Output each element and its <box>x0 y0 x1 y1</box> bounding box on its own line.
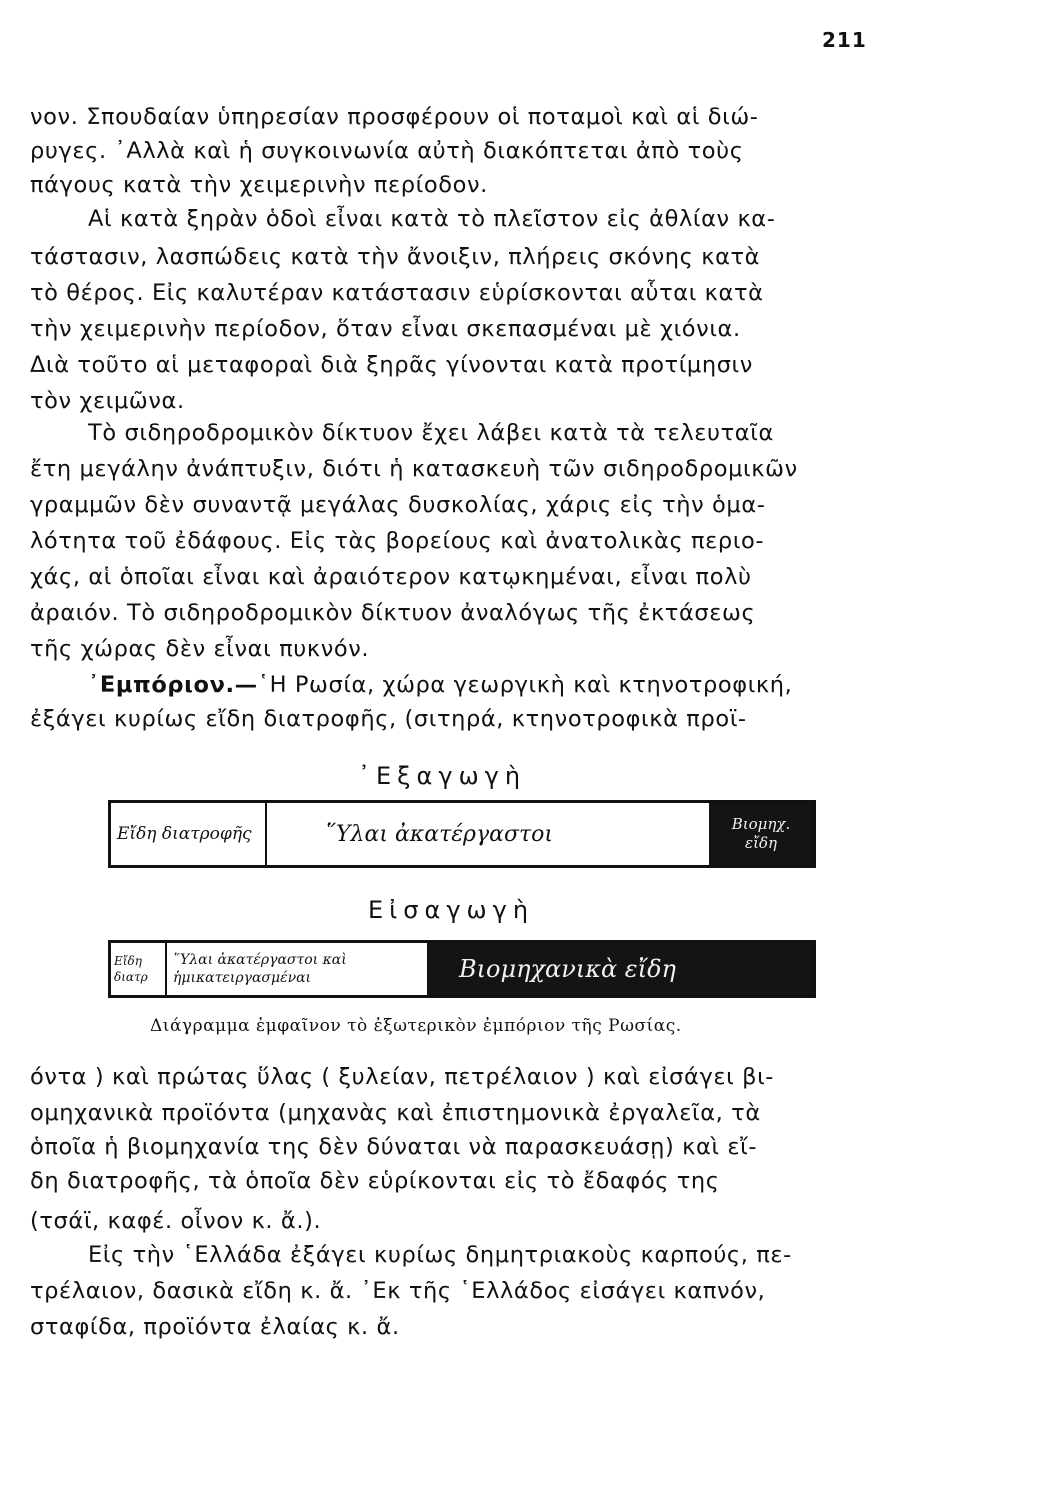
export-title: ᾿Εξαγωγὴ <box>358 762 527 790</box>
text-line: χάς, αἱ ὁποῖαι εἶναι καὶ ἀραιότερον κατῳκημέναι, εἶναι πολὺ <box>30 564 752 590</box>
text-line: ἐξάγει κυρίως εἴδη διατροφῆς, (σιτηρά, κτηνοτροφικὰ προϊ- <box>30 706 747 732</box>
section-heading: ᾿Εμπόριον.— <box>88 672 258 698</box>
text-line: ρυγες. ᾿Αλλὰ καὶ ἡ συγκοινωνία αὐτὴ διακόπτεται ἀπὸ τοὺς <box>30 138 744 164</box>
text-line: τάστασιν, λασπώδεις κατὰ τὴν ἄνοιξιν, πλήρεις σκόνης κατὰ <box>30 244 761 270</box>
import-industrial-segment: Βιομηχανικὰ εἴδη <box>429 943 813 995</box>
text-line: πάγους κατὰ τὴν χειμερινὴν περίοδον. <box>30 172 488 198</box>
text-line: Τὸ σιδηροδρομικὸν δίκτυον ἔχει λάβει κατὰ τὰ τελευταῖα <box>88 420 774 446</box>
text-line: ἀραιόν. Τὸ σιδηροδρομικὸν δίκτυον ἀναλόγως τῆς ἐκτάσεως <box>30 600 756 626</box>
page-number: 211 <box>822 28 867 52</box>
text-line: σταφίδα, προϊόντα ἐλαίας κ. ἄ. <box>30 1314 400 1340</box>
export-industrial-segment: Βιομηχ. εἴδη <box>709 803 813 865</box>
text-line: όντα ) καὶ πρώτας ὕλας ( ξυλείαν, πετρέλαιον ) καὶ εἰσάγει βι- <box>30 1064 775 1090</box>
text-line: (τσάϊ, καφέ. οἶνον κ. ἄ.). <box>30 1208 322 1234</box>
text-line: δη διατροφῆς, τὰ ὁποῖα δὲν εὑρίκονται εἰς τὸ ἔδαφός της <box>30 1168 720 1194</box>
text-line: τρέλαιον, δασικὰ εἴδη κ. ἄ. ᾿Εκ τῆς ῾Ελλάδος εἰσάγει καπνόν, <box>30 1278 766 1304</box>
text-line: τὸν χειμῶνα. <box>30 388 185 414</box>
export-bar <box>108 800 816 868</box>
import-bar <box>108 940 816 998</box>
text-line: νον. Σπουδαίαν ὑπηρεσίαν προσφέρουν οἱ ποταμοὶ καὶ αἱ διώ- <box>30 104 759 130</box>
export-raw-materials-segment: ῞Υλαι ἀκατέργαστοι <box>325 821 554 847</box>
text-line: ἔτη μεγάλην ἀνάπτυξιν, διότι ἡ κατασκευὴ τῶν σιδηροδρομικῶν <box>30 456 798 482</box>
heading-rest: ῾Η Ρωσία, χώρα γεωργικὴ καὶ κτηνοτροφική, <box>257 672 793 698</box>
import-raw-materials-segment: ῞Υλαι ἀκατέργαστοι καὶ ἡμικατειργασμέναι <box>167 943 429 995</box>
text-line: τὴν χειμερινὴν περίοδον, ὅταν εἶναι σκεπασμέναι μὲ χιόνια. <box>30 316 741 342</box>
text-line: Διὰ τοῦτο αἱ μεταφοραὶ διὰ ξηρᾶς γίνονται κατὰ προτίμησιν <box>30 352 753 378</box>
text-line: Αἱ κατὰ ξηρὰν ὁδοὶ εἶναι κατὰ τὸ πλεῖστον εἰς ἀθλίαν κα- <box>88 206 776 232</box>
text-line <box>88 668 792 702</box>
text-line: ὁποῖα ἡ βιομηχανία της δὲν δύναται νὰ παρασκευάσῃ) καὶ εἴ- <box>30 1134 758 1160</box>
import-title: Εἰσαγωγὴ <box>368 896 535 924</box>
text-line: τὸ θέρος. Εἰς καλυτέραν κατάστασιν εὑρίσκονται αὗται κατὰ <box>30 280 764 306</box>
text-line: Εἰς τὴν ῾Ελλάδα ἐξάγει κυρίως δημητριακοὺς καρπούς, πε- <box>88 1242 792 1268</box>
export-food-segment: Εἴδη διατροφῆς <box>111 803 267 865</box>
text-line: ομηχανικὰ προϊόντα (μηχανὰς καὶ ἐπιστημονικὰ ἐργαλεῖα, τὰ <box>30 1100 761 1126</box>
import-food-segment: Εἴδη διατρ <box>111 943 167 995</box>
diagram-caption: Διάγραμμα ἐμφαῖνον τὸ ἐξωτερικὸν ἐμπόριον τῆς Ρωσίας. <box>150 1016 682 1036</box>
text-line: λότητα τοῦ ἐδάφους. Εἰς τὰς βορείους καὶ ἀνατολικὰς περιο- <box>30 528 765 554</box>
text-line: γραμμῶν δὲν συναντᾷ μεγάλας δυσκολίας, χάρις εἰς τὴν ὁμα- <box>30 492 766 518</box>
text-line: τῆς χώρας δὲν εἶναι πυκνόν. <box>30 636 370 662</box>
